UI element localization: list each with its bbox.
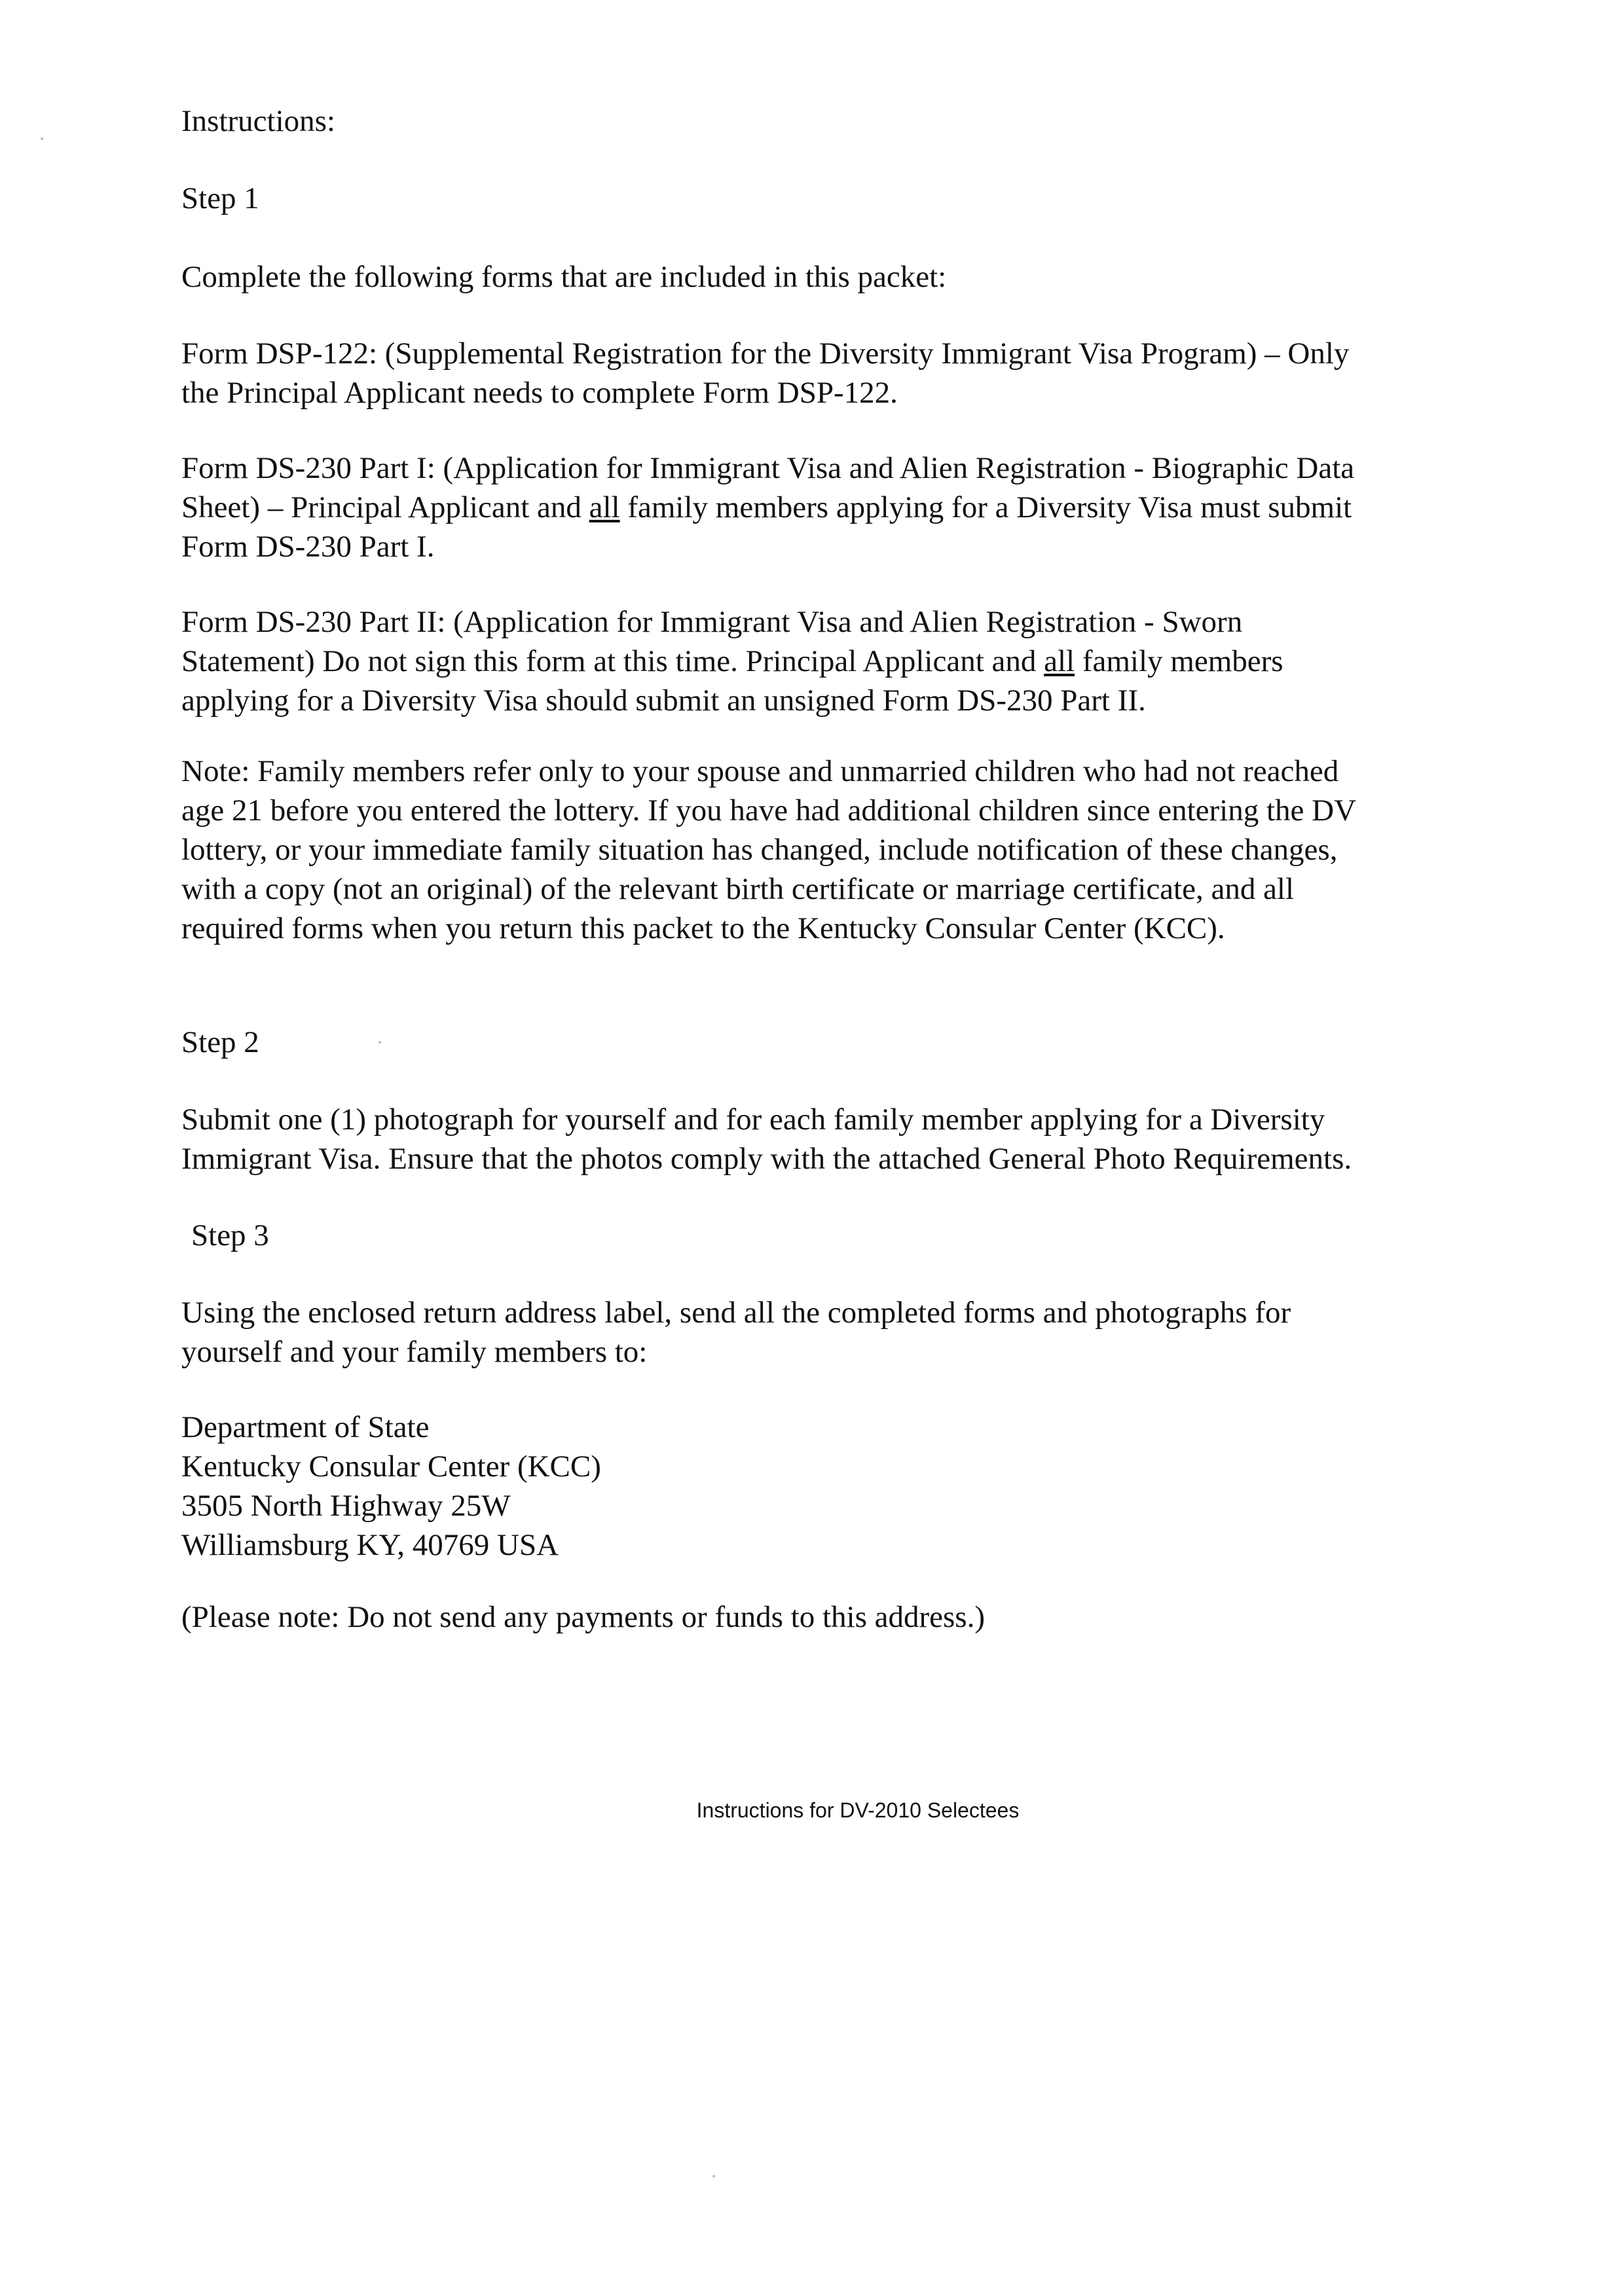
address-line: Kentucky Consular Center (KCC) [181, 1449, 601, 1484]
text-segment: family members [1075, 644, 1283, 678]
step2-title-text: Step 2 [181, 1025, 259, 1059]
form-dsp122-line: Form DSP-122: (Supplemental Registration for the Diversity Immigrant Visa Program) – Only [181, 337, 1350, 371]
heading-text: Instructions: [181, 104, 335, 138]
address-line: Department of State [181, 1410, 430, 1444]
step1-title [181, 179, 1491, 218]
step3-title-text: Step 3 [191, 1218, 269, 1252]
page-footer: Instructions for DV-2010 Selectees [696, 1798, 1020, 1822]
text-segment: Statement) Do not sign this form at this time. Principal Applicant and [181, 644, 1044, 678]
step2-line: Immigrant Visa. Ensure that the photos comply with the attached General Photo Requirements. [181, 1142, 1352, 1176]
form-ds230-part2-line [181, 642, 1491, 681]
note-line: age 21 before you entered the lottery. If you have had additional children since entering the DV [181, 793, 1357, 828]
address-line: 3505 North Highway 25W [181, 1489, 511, 1523]
step2-line: Submit one (1) photograph for yourself and for each family member applying for a Diversity [181, 1102, 1325, 1137]
note-line: required forms when you return this packet to the Kentucky Consular Center (KCC). [181, 911, 1225, 945]
emphasis-all: all [1044, 644, 1075, 678]
step3-line: Using the enclosed return address label, send all the completed forms and photographs for [181, 1296, 1291, 1330]
scan-speck [378, 1041, 381, 1044]
family-members-note [181, 752, 1491, 948]
form-ds230-part1-line: Form DS-230 Part I. [181, 530, 435, 564]
step3-paragraph [181, 1293, 1491, 1372]
step3-title [191, 1216, 1501, 1255]
form-ds230-part1-paragraph [181, 448, 1491, 566]
note-line: lottery, or your immediate family situation has changed, include notification of these changes, [181, 833, 1338, 867]
step2-title [181, 1023, 1491, 1062]
text-segment: family members applying for a Diversity Visa must submit [619, 490, 1352, 524]
text-segment: Sheet) – Principal Applicant and [181, 490, 589, 524]
mailing-address [181, 1408, 1491, 1565]
note-line: Note: Family members refer only to your spouse and unmarried children who had not reached [181, 754, 1339, 788]
form-ds230-part1-line: Form DS-230 Part I: (Application for Immigrant Visa and Alien Registration - Biographic Data [181, 451, 1355, 485]
payment-note [181, 1597, 1491, 1637]
form-ds230-part2-line: applying for a Diversity Visa should submit an unsigned Form DS-230 Part II. [181, 683, 1146, 718]
step3-line: yourself and your family members to: [181, 1335, 648, 1369]
form-ds230-part2-paragraph [181, 602, 1491, 720]
form-ds230-part1-line [181, 488, 1491, 527]
scan-speck [712, 2175, 715, 2178]
step1-intro [181, 257, 1491, 297]
emphasis-all: all [589, 490, 620, 524]
step1-intro-text: Complete the following forms that are included in this packet: [181, 260, 947, 294]
step2-paragraph [181, 1100, 1491, 1178]
form-ds230-part2-line: Form DS-230 Part II: (Application for Immigrant Visa and Alien Registration - Sworn [181, 605, 1243, 639]
step1-title-text: Step 1 [181, 181, 259, 215]
form-dsp122-paragraph [181, 334, 1491, 412]
address-line: Williamsburg KY, 40769 USA [181, 1528, 559, 1562]
scan-speck [41, 137, 43, 140]
note-line: with a copy (not an original) of the relevant birth certificate or marriage certificate, and all [181, 872, 1295, 906]
payment-note-text: (Please note: Do not send any payments or funds to this address.) [181, 1600, 986, 1634]
document-heading [181, 101, 1491, 141]
form-dsp122-line: the Principal Applicant needs to complete Form DSP-122. [181, 376, 898, 410]
